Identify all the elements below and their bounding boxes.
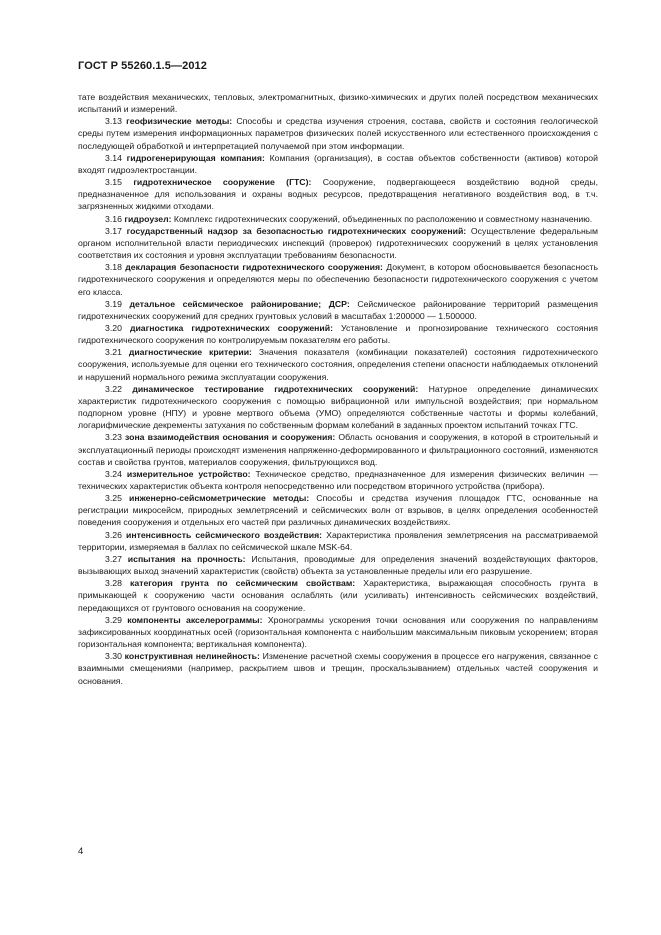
definition-entry bbox=[78, 322, 598, 346]
definition-entry bbox=[78, 176, 598, 212]
definition-entry bbox=[78, 577, 598, 613]
entry-number: 3.23 bbox=[105, 432, 122, 443]
entry-text: Осуществление федеральным органом исполнительной власти периодических инспекций (проверок) гидротехнических сооружений в целях установления соответствия их состояния и уровня эксплуатации требованиям безопасности. bbox=[78, 225, 598, 261]
entry-term: измерительное устройство: bbox=[126, 468, 251, 479]
entry-number: 3.24 bbox=[105, 468, 122, 479]
entry-term: диагностика гидротехнических сооружений: bbox=[129, 322, 334, 333]
entry-term: диагностические критерии: bbox=[128, 347, 252, 358]
entry-text: Техническое средство, предназначенное для измерения физических величин — технических характеристик объекта контроля непосредственно или посредством вторичного устройства (прибора). bbox=[78, 468, 598, 491]
entry-term: динамическое тестирование гидротехнических сооружений: bbox=[132, 383, 419, 394]
definition-entry bbox=[78, 468, 598, 492]
entry-text: Натурное определение динамических характеристик гидротехнического сооружения с помощью вибрационной или импульсной воздействия; при нормальном подпорном уровне (НПУ) и уровне мертвого объема (УМО) определяются собственные частоты и формы колебаний, логарифмические декременты затухания по собственным формам колебаний в заданных проектом испытаний точках ГТС. bbox=[78, 383, 599, 431]
entry-number: 3.16 bbox=[105, 213, 122, 224]
entry-number: 3.25 bbox=[105, 493, 122, 504]
entry-text: Сейсмическое районирование территорий размещения гидротехнических сооружений для средних грунтовых условий в масштабах 1:200000 — 1.500000. bbox=[78, 298, 598, 321]
entry-text: Характеристика проявления землетрясения на рассматриваемой территории, измеряемая в баллах по сейсмической шкале MSK-64. bbox=[78, 529, 599, 552]
definition-entry bbox=[78, 431, 598, 467]
entry-text: Область основания и сооружения, в которой в строительный и эксплуатационный периоды происходят изменения напряженно-деформированного и фильтрационного состояний, изменяются состав и свойства грунтов, материалов сооружения, фильтрующихся вод. bbox=[78, 432, 598, 467]
entry-term: гидрогенерирующая компания: bbox=[126, 152, 265, 163]
entry-number: 3.28 bbox=[105, 578, 122, 589]
definition-entry bbox=[78, 213, 598, 225]
entry-term: детальное сейсмическое районирование; ДСР: bbox=[129, 298, 350, 309]
entry-number: 3.30 bbox=[105, 651, 122, 662]
entry-term: декларация безопасности гидротехнического сооружения: bbox=[125, 262, 383, 273]
entry-number: 3.19 bbox=[105, 298, 122, 309]
entry-number: 3.27 bbox=[105, 553, 122, 564]
entry-term: геофизические методы: bbox=[126, 116, 233, 127]
definition-entry bbox=[78, 650, 598, 686]
definition-entry bbox=[78, 614, 598, 650]
document-body bbox=[78, 91, 598, 687]
entry-text: Характеристика, выражающая способность грунта в примыкающей к сооружению части основания ослаблять (или усиливать) интенсивность сейсмических воздействий, передающихся от грунтового основания на сооружение. bbox=[78, 578, 598, 613]
entry-term: компоненты акселерограммы: bbox=[127, 614, 263, 625]
entry-number: 3.29 bbox=[105, 614, 122, 625]
entry-term: испытания на прочность: bbox=[127, 553, 246, 564]
entry-text: Способы и средства изучения площадок ГТС, основанные на регистрации микросейсм, природных землетрясений и сейсмических волн от взрывов, в целях определения особенностей поведения сооружения и отдельных его частей при различных динамических воздействиях. bbox=[78, 493, 598, 528]
definitions-list bbox=[78, 115, 598, 686]
definition-entry bbox=[78, 225, 598, 261]
definition-entry bbox=[78, 152, 598, 176]
document-header: ГОСТ Р 55260.1.5—2012 bbox=[78, 60, 207, 72]
entry-number: 3.14 bbox=[105, 152, 122, 163]
entry-text: Изменение расчетной схемы сооружения в процессе его нагружения, связанное с взаимными смещениями (например, раскрытием швов и трещин, проскальзыванием) отдельных частей сооружения и основания. bbox=[78, 651, 598, 686]
entry-term: гидроузел: bbox=[124, 213, 172, 224]
entry-number: 3.21 bbox=[105, 347, 122, 358]
entry-text: Значения показателя (комбинации показателей) состояния гидротехнического сооружения, используемые для оценки его технического состояния, определения степени опасности наблюдаемых отклонений и нарушений нормального режима эксплуатации сооружения. bbox=[78, 347, 598, 382]
entry-text: Комплекс гидротехнических сооружений, объединенных по расположению и совместному назначению. bbox=[173, 213, 593, 224]
entry-text: Документ, в котором обосновывается безопасность гидротехнического сооружения и определяются меры по обеспечению безопасности гидротехнического сооружения с учетом его класса. bbox=[78, 262, 598, 297]
definition-entry bbox=[78, 346, 598, 382]
entry-text: Способы и средства изучения строения, состава, свойств и состояния геологической среды путем измерения информационных параметров физических полей искусственного или естественного происхождения с последующей обработкой и интерпретацией получаемой при этом информации. bbox=[78, 116, 598, 151]
entry-number: 3.13 bbox=[105, 116, 122, 127]
intro-paragraph: тате воздействия механических, тепловых, электромагнитных, физико-химических и других полей посредством механических испытаний и измерений. bbox=[78, 92, 598, 115]
definition-entry bbox=[78, 261, 598, 297]
entry-number: 3.17 bbox=[105, 225, 122, 236]
entry-number: 3.26 bbox=[105, 529, 122, 540]
entry-text: Сооружение, подвергающееся воздействию водной среды, предназначенное для использования и охраны водных ресурсов, предотвращения негативного воздействия вод, в т.ч. загрязненных жидкими отходами. bbox=[78, 177, 598, 212]
page-number: 4 bbox=[78, 846, 84, 857]
entry-text: Компания (организация), в состав объектов собственности (активов) которой входят гидроэлектростанции. bbox=[78, 152, 598, 175]
entry-term: гидротехническое сооружение (ГТС): bbox=[133, 177, 312, 188]
entry-term: конструктивная нелинейность: bbox=[124, 651, 260, 662]
entry-text: Хронограммы ускорения точки основания или сооружения по направлениям зафиксированных координатных осей (горизонтальная компонента с наибольшим максимальным пиковым ускорением; вторая горизонтальная компонента; вертикальная компонента). bbox=[78, 614, 598, 650]
entry-text: Испытания, проводимые для определения значений воздействующих факторов, вызывающих выход значений характеристик (свойств) объекта за установленные пределы или его разрушение. bbox=[78, 553, 598, 577]
entry-number: 3.20 bbox=[105, 322, 122, 333]
definition-entry bbox=[78, 529, 598, 553]
entry-term: зона взаимодействия основания и сооружения: bbox=[125, 432, 336, 443]
definition-entry bbox=[78, 383, 598, 432]
entry-number: 3.18 bbox=[105, 262, 122, 273]
definition-entry bbox=[78, 553, 598, 577]
entry-term: категория грунта по сейсмическим свойствам: bbox=[130, 578, 356, 589]
entry-number: 3.22 bbox=[105, 383, 122, 394]
definition-entry bbox=[78, 492, 598, 528]
entry-term: государственный надзор за безопасностью гидротехнических сооружений: bbox=[126, 225, 467, 236]
entry-term: интенсивность сейсмического воздействия: bbox=[125, 529, 323, 540]
entry-text: Установление и прогнозирование технического состояния гидротехнического сооружения по контролируемым показателям его работы. bbox=[78, 322, 598, 346]
entry-term: инженерно-сейсмометрические методы: bbox=[129, 493, 310, 504]
definition-entry bbox=[78, 115, 598, 151]
entry-number: 3.15 bbox=[105, 177, 122, 188]
definition-entry bbox=[78, 298, 598, 322]
